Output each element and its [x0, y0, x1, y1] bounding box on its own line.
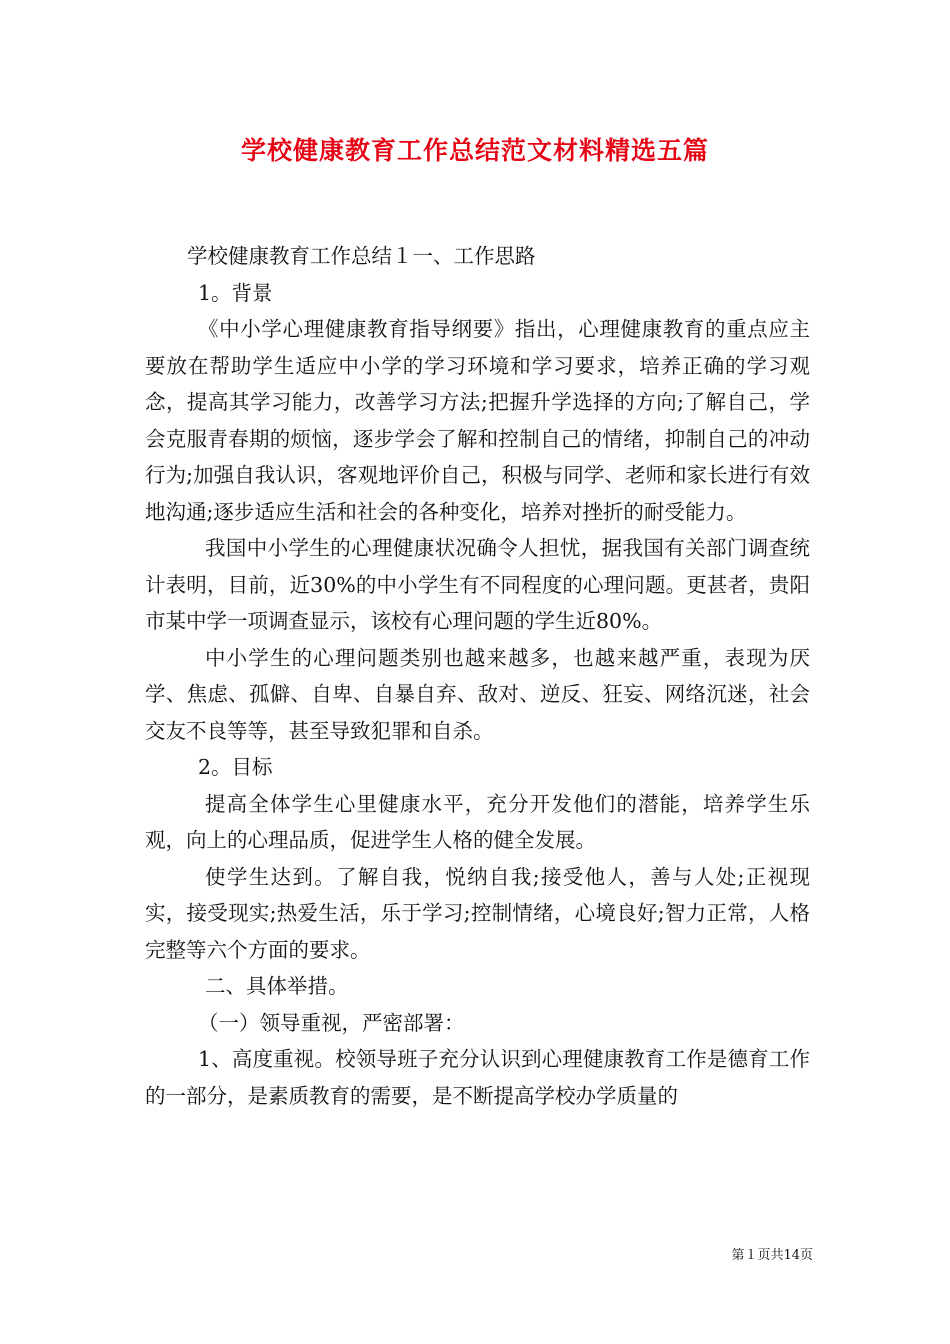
paragraph: 1。背景: [198, 280, 273, 305]
paragraph: 《中小学心理健康教育指导纲要》指出，心理健康教育的重点应主要放在帮助学生适应中小学的学习环境和学习要求，培养正确的学习观念，提高其学习能力，改善学习方法;把握升学选择的方向;了解自己，学会克服青春期的烦恼，逐步学会了解和控制自己的情绪，抑制自己的冲动行为;加强自我认识，客观地评价自己，积极与同学、老师和家长进行有效地沟通;逐步适应生活和社会的各种变化，培养对挫折的耐受能力。: [145, 317, 810, 524]
paragraph: 我国中小学生的心理健康状况确令人担忧，据我国有关部门调查统计表明，目前，近30%的中小学生有不同程度的心理问题。更甚者，贵阳市某中学一项调查显示，该校有心理问题的学生近80%。: [145, 536, 810, 633]
paragraph: 使学生达到。了解自我，悦纳自我;接受他人，善与人处;正视现实，接受现实;热爱生活，乐于学习;控制情绪，心境良好;智力正常，人格完整等六个方面的要求。: [145, 864, 810, 962]
paragraph: 二、具体举措。: [205, 974, 349, 998]
paragraph: 提高全体学生心里健康水平，充分开发他们的潜能，培养学生乐观，向上的心理品质，促进学生人格的健全发展。: [145, 791, 810, 852]
paragraph: 学校健康教育工作总结１一、工作思路: [187, 244, 536, 268]
paragraph: 1、高度重视。校领导班子充分认识到心理健康教育工作是德育工作的一部分，是素质教育的需要，是不断提高学校办学质量的: [145, 1047, 810, 1108]
document-title: 学校健康教育工作总结范文材料精选五篇: [240, 136, 709, 165]
document-body: [145, 238, 810, 1114]
page-number: 第１页共14页: [731, 1248, 813, 1263]
paragraph: （一）领导重视，严密部署：: [198, 1010, 465, 1035]
paragraph: 2。目标: [198, 755, 273, 779]
paragraph: 中小学生的心理问题类别也越来越多，也越来越严重，表现为厌学、焦虑、孤僻、自卑、自暴自弃、敌对、逆反、狂妄、网络沉迷，社会交友不良等等，甚至导致犯罪和自杀。: [145, 645, 810, 743]
